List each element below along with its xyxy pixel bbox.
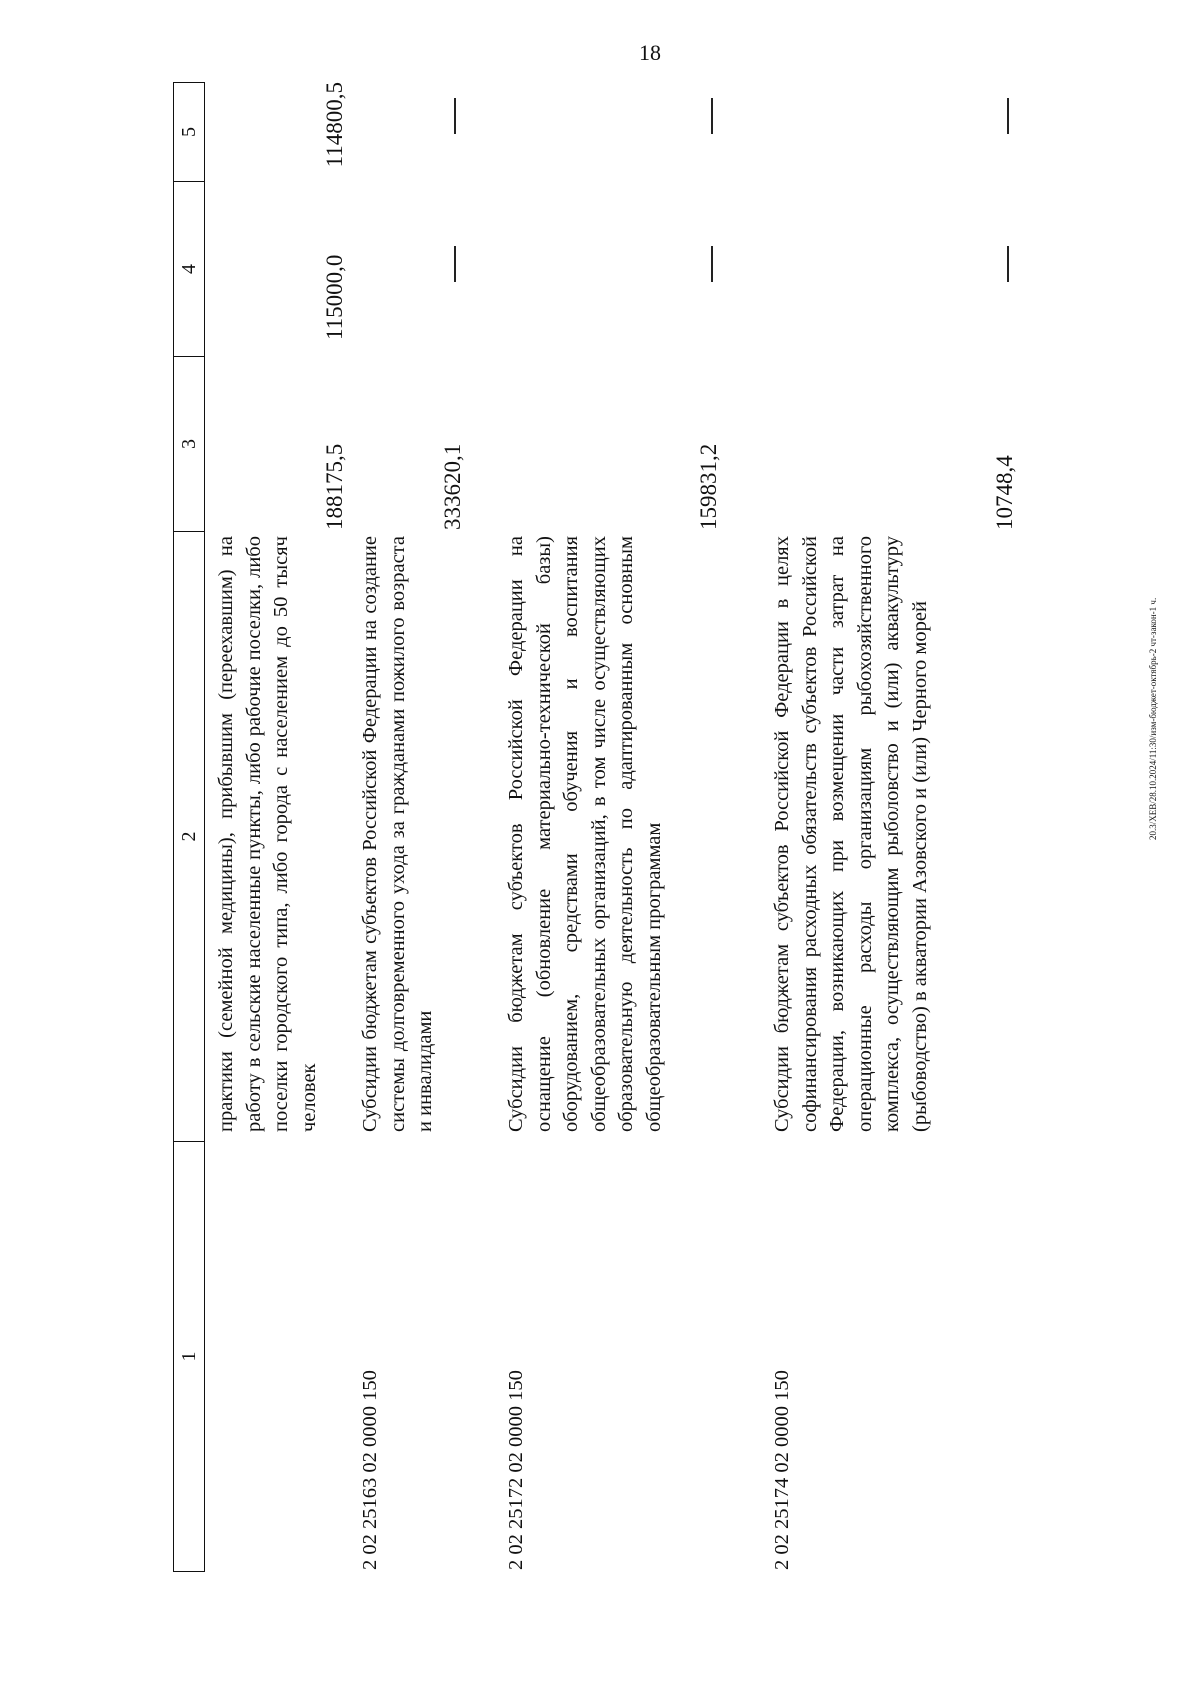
row-code: 2 02 25174 02 0000 150: [771, 1370, 793, 1570]
page-number: 18: [639, 40, 661, 65]
row-value-col5-dash: [711, 98, 713, 134]
budget-table: [173, 82, 1133, 1572]
table-header: [173, 82, 205, 1572]
header-cell-1: 1: [174, 1141, 204, 1571]
header-cell-4: 4: [174, 181, 204, 356]
row-value-col4-dash: [711, 246, 713, 282]
row-value-col3: 188175,5: [322, 443, 347, 530]
row-value-col3: 159831,2: [696, 443, 721, 530]
footer-code-text: 20.3/ХЕВ/28.10.2024/11:30/изм-бюджет-октябрь-2 чт-закон-1 ч.: [1148, 597, 1158, 840]
row-value-col4: 115000,0: [322, 254, 347, 340]
header-cell-5: 5: [178, 127, 200, 137]
row-value-col3: 333620,1: [440, 443, 465, 530]
row-value-col5: 114800,5: [322, 82, 347, 168]
row-description: Субсидии бюджетам субъектов Российской Федерации на оснащение (обновление материально-технической базы) оборудованием, средствами обучения и воспитания общеобразовательных организаций, в том числе осуществляющих образовательную деятельность по адаптированным основным общеобразовательным программам: [505, 536, 665, 1132]
row-code: 2 02 25163 02 0000 150: [359, 1370, 381, 1570]
row-value-col4-dash: [1007, 246, 1009, 282]
row-description: Субсидии бюджетам субъектов Российской Федерации на создание системы долговременного ухода за гражданами пожилого возраста и инвалидами: [359, 536, 436, 1132]
row-description: Субсидии бюджетам субъектов Российской Федерации в целях софинансирования расходных обязательств субъектов Российской Федерации, возникающих при возмещении части затрат на операционные расходы организациям рыбохозяйственного комплекса, осуществляющим рыболовство и (или) аквакультуру (рыбоводство) в акватории Азовского и (или) Черного морей: [771, 536, 931, 1132]
header-cell-3: 3: [174, 356, 204, 531]
row-value-col4-dash: [454, 246, 456, 282]
row-value-col5-dash: [1007, 98, 1009, 134]
row-value-col5-dash: [454, 98, 456, 134]
header-cell-2: 2: [174, 531, 204, 1141]
footer-code: [1148, 80, 1158, 1580]
row-value-col3: 10748,4: [992, 455, 1017, 530]
row-code: 2 02 25172 02 0000 150: [505, 1370, 527, 1570]
row-description: практики (семейной медицины), прибывшим (переехавшим) на работу в сельские населенные пункты, либо рабочие поселки, либо поселки городского типа, либо города с населением до 50 тысяч человек: [215, 536, 320, 1132]
